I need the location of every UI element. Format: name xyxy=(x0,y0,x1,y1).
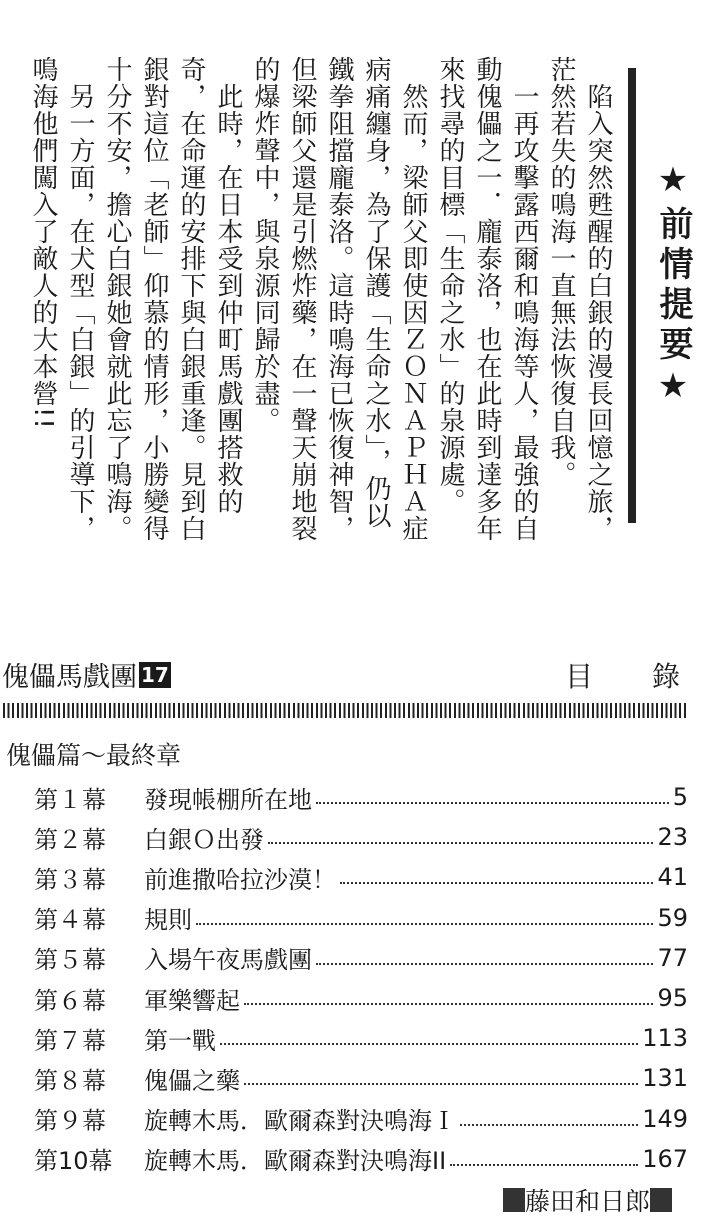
page-number: 149 xyxy=(642,1104,688,1133)
page-number: 77 xyxy=(657,943,688,972)
dot-leader xyxy=(244,1003,653,1005)
toc-section-title: 傀儡篇～最終章 xyxy=(6,741,182,770)
dot-leader xyxy=(316,963,653,965)
chapter-label: 第６幕 xyxy=(34,986,106,1015)
author-name: 藤田和日郎 xyxy=(525,1187,651,1216)
chapter-title: 前進撒哈拉沙漠！ xyxy=(144,865,336,894)
chapter-title: 白銀Ｏ出發 xyxy=(144,825,264,854)
story-summary xyxy=(4,56,616,548)
toc-heading-right: 錄 xyxy=(652,660,681,693)
toc-heading-left: 目 xyxy=(565,660,594,693)
page-number: 23 xyxy=(657,823,688,852)
page-number: 131 xyxy=(642,1064,688,1093)
chapter-label: 第５幕 xyxy=(34,946,106,975)
dot-leader xyxy=(220,1043,638,1045)
chapter-title: 旋轉木馬．歐爾森對決鳴海Ｉ xyxy=(144,1107,456,1136)
chapter-label: 第２幕 xyxy=(34,825,106,854)
chapter-title: 規則 xyxy=(144,906,192,935)
volume-number: 17 xyxy=(141,662,169,687)
toc-entry xyxy=(0,898,688,938)
toc-entries xyxy=(0,777,688,1179)
chapter-label: 第７幕 xyxy=(34,1026,106,1055)
summary-paragraph: 陷入突然甦醒的白銀的漫長回憶之旅，茫然若失的鳴海一直無法恢復自我。 xyxy=(546,56,613,542)
dot-leader xyxy=(316,802,669,804)
summary-paragraph: 此時，在日本受到仲町馬戲團搭救的奇，在命運的安排下與白銀重逢。見到白銀對這位「老師」仰慕的情形，小勝變得十分不安，擔心白銀她會就此忘了鳴海。 xyxy=(102,56,243,542)
page-number: 59 xyxy=(657,903,688,932)
chapter-label: 第１幕 xyxy=(34,785,106,814)
chapter-label: 第10幕 xyxy=(34,1147,113,1176)
dot-leader xyxy=(450,1164,638,1166)
toc-entry xyxy=(0,1099,688,1139)
chapter-title: 發現帳棚所在地 xyxy=(144,785,312,814)
chapter-label: 第４幕 xyxy=(34,906,106,935)
dot-leader xyxy=(460,1124,638,1126)
black-square-icon xyxy=(503,1188,525,1212)
chapter-label: 第３幕 xyxy=(34,865,106,894)
heading-divider xyxy=(628,68,636,523)
chapter-label: 第８幕 xyxy=(34,1066,106,1095)
toc-entry xyxy=(0,857,688,897)
chapter-label: 第９幕 xyxy=(34,1107,106,1136)
toc-entry xyxy=(0,1018,688,1058)
dot-leader xyxy=(244,1083,638,1085)
toc-entry xyxy=(0,1139,688,1179)
toc-series-title xyxy=(2,655,171,694)
chapter-title: 入場午夜馬戲團 xyxy=(144,946,312,975)
chapter-title: 傀儡之藥 xyxy=(144,1066,240,1095)
series-title: 傀儡馬戲團 xyxy=(2,662,137,693)
toc-entry xyxy=(0,1058,688,1098)
author-credit xyxy=(503,1182,672,1218)
summary-paragraph: 一再攻擊露西爾和鳴海等人，最強的自動傀儡之一．龐泰洛，也在此時到達多年來找尋的目標「生命之水」的泉源處。 xyxy=(435,56,539,542)
toc-entry xyxy=(0,817,688,857)
summary-paragraph: 然而，梁師父即使因ＺＯＮＡＰＨＡ症病痛纏身，為了保護「生命之水」，仍以鐵拳阻擋龐泰洛。這時鳴海已恢復神智，但梁師父還是引燃炸藥，在一聲天崩地裂的爆炸聲中，與泉源同歸於盡。 xyxy=(250,56,428,542)
chapter-title: 第一戰 xyxy=(144,1026,216,1055)
page-number: 167 xyxy=(642,1144,688,1173)
dot-leader xyxy=(196,923,653,925)
toc-entry xyxy=(0,978,688,1018)
chapter-title: 旋轉木馬．歐爾森對決鳴海II xyxy=(144,1147,447,1176)
decorative-stripe xyxy=(3,703,688,718)
black-square-icon xyxy=(650,1188,672,1212)
summary-paragraph: 另一方面，在犬型「白銀」的引導下，鳴海他們闖入了敵人的大本營!! xyxy=(28,56,95,542)
summary-heading: ★前情提要★ xyxy=(653,160,693,412)
page-number: 41 xyxy=(657,863,688,892)
toc-entry xyxy=(0,938,688,978)
page-number: 113 xyxy=(642,1024,688,1053)
toc-entry xyxy=(0,777,688,817)
chapter-title: 軍樂響起 xyxy=(144,986,240,1015)
page-number: 5 xyxy=(672,783,688,812)
dot-leader xyxy=(340,882,653,884)
dot-leader xyxy=(268,842,653,844)
page-number: 95 xyxy=(657,984,688,1013)
